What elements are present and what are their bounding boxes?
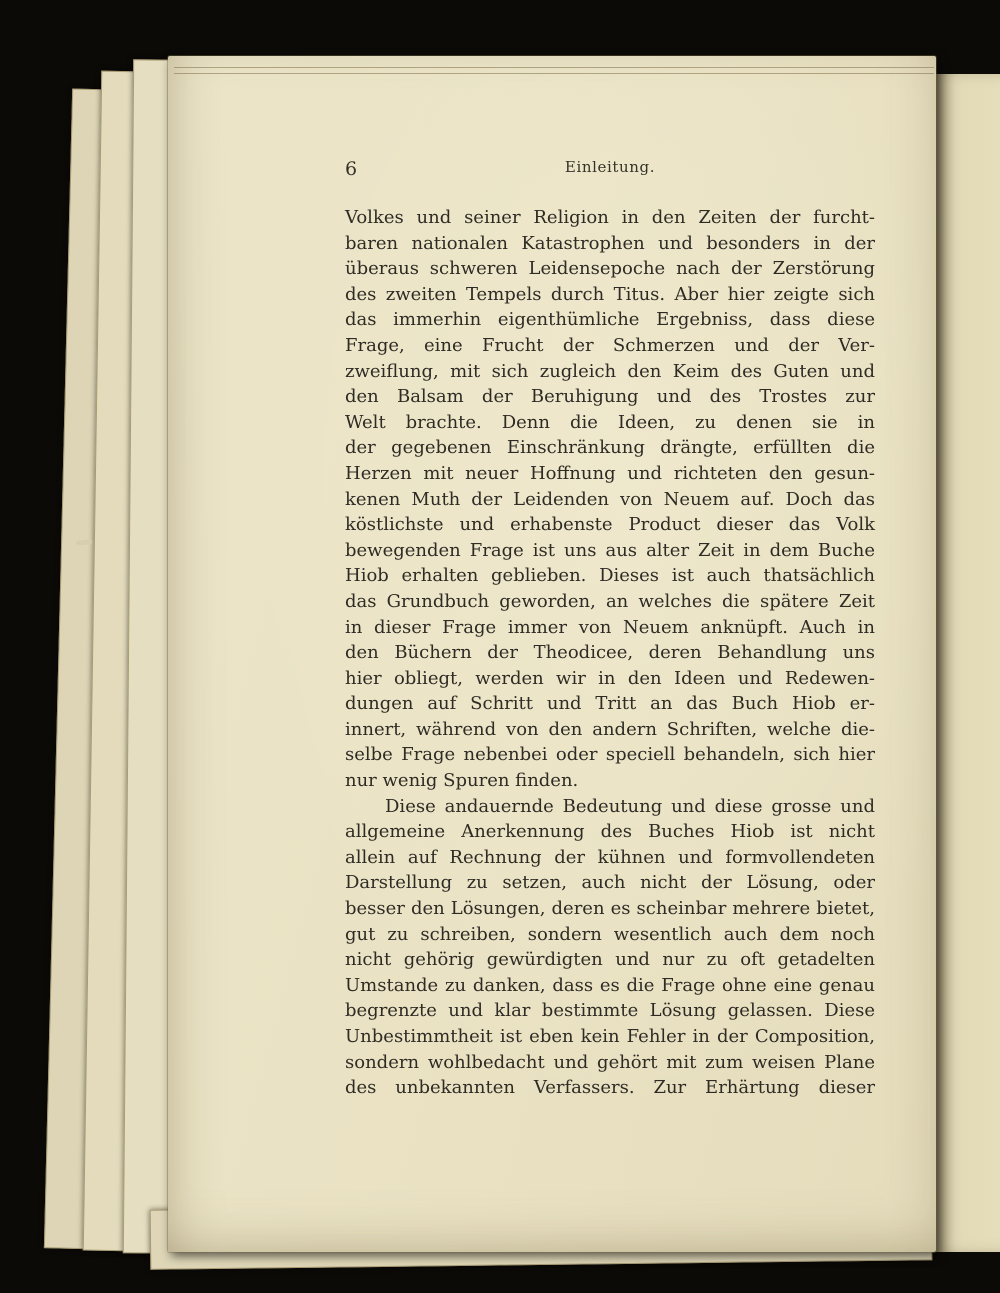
text-line: allein auf Rechnung der kühnen und formvollendeten [345,846,875,868]
text-line: überaus schweren Leidensepoche nach der Zerstörung [345,258,875,280]
text-line: gut zu schreiben, sondern wesentlich auch dem noch [345,923,875,945]
text-line: baren nationalen Katastrophen und besonders in der [345,232,875,254]
text-line: in dieser Frage immer von Neuem anknüpft. Auch in [345,616,875,638]
text-line: bewegenden Frage ist uns aus alter Zeit in dem Buche [345,539,875,561]
text-line: sondern wohlbedacht und gehört mit zum weisen Plane [345,1051,875,1073]
text-line: zweiflung, mit sich zugleich den Keim des Guten und [345,360,875,382]
text-line: Welt brachte. Denn die Ideen, zu denen sie in [345,411,875,433]
text-line: Hiob erhalten geblieben. Dieses ist auch thatsächlich [345,565,875,587]
text-line: Herzen mit neuer Hoffnung und richteten den gesun- [345,462,875,484]
text-line: allgemeine Anerkennung des Buches Hiob ist nicht [345,821,875,843]
text-line: das Grundbuch geworden, an welches die spätere Zeit [345,590,875,612]
text-line: hier obliegt, werden wir in den Ideen und Redewen- [345,667,875,689]
text-line: Diese andauernde Bedeutung und diese grosse und [385,795,875,817]
text-line: begrenzte und klar bestimmte Lösung gelassen. Diese [345,1000,875,1022]
text-line: des zweiten Tempels durch Titus. Aber hier zeigte sich [345,283,875,305]
text-line: köstlichste und erhabenste Product dieser das Volk [345,514,875,536]
page-text [345,205,875,1101]
text-line: den Büchern der Theodicee, deren Behandlung uns [345,642,875,664]
page-edge-line [174,67,934,68]
text-line: den Balsam der Beruhigung und des Trostes zur [345,386,875,408]
text-line: Darstellung zu setzen, auch nicht der Lösung, oder [345,872,875,894]
book-page [168,56,936,1252]
text-line: innert, während von den andern Schriften, welche die- [345,718,875,740]
text-line: besser den Lösungen, deren es scheinbar mehrere bietet, [345,898,875,920]
text-line: der gegebenen Einschränkung drängte, erfüllten die [345,437,875,459]
text-line: nur wenig Spuren finden. [345,770,579,792]
text-line: Umstande zu danken, dass es die Frage ohne eine genau [345,974,875,996]
text-line: des unbekannten Verfassers. Zur Erhärtung dieser [345,1077,875,1099]
page-header [345,158,875,180]
page-edge-line [174,73,934,74]
adjacent-page-edge [936,74,1000,1252]
text-line: dungen auf Schritt und Tritt an das Buch Hiob er- [345,693,875,715]
text-line: nicht gehörig gewürdigten und nur zu oft getadelten [345,949,875,971]
text-line: Volkes und seiner Religion in den Zeiten der furcht- [345,207,875,228]
running-title: Einleitung. [564,158,656,176]
text-line: kenen Muth der Leidenden von Neuem auf. Doch das [345,488,875,510]
page-number: 6 [345,158,358,180]
text-line: selbe Frage nebenbei oder speciell behandeln, sich hier [345,744,875,766]
text-line: Frage, eine Frucht der Schmerzen und der Ver- [345,334,875,356]
text-line: das immerhin eigenthümliche Ergebniss, dass diese [345,309,875,331]
text-line: Unbestimmtheit ist eben kein Fehler in der Composition, [345,1026,875,1047]
